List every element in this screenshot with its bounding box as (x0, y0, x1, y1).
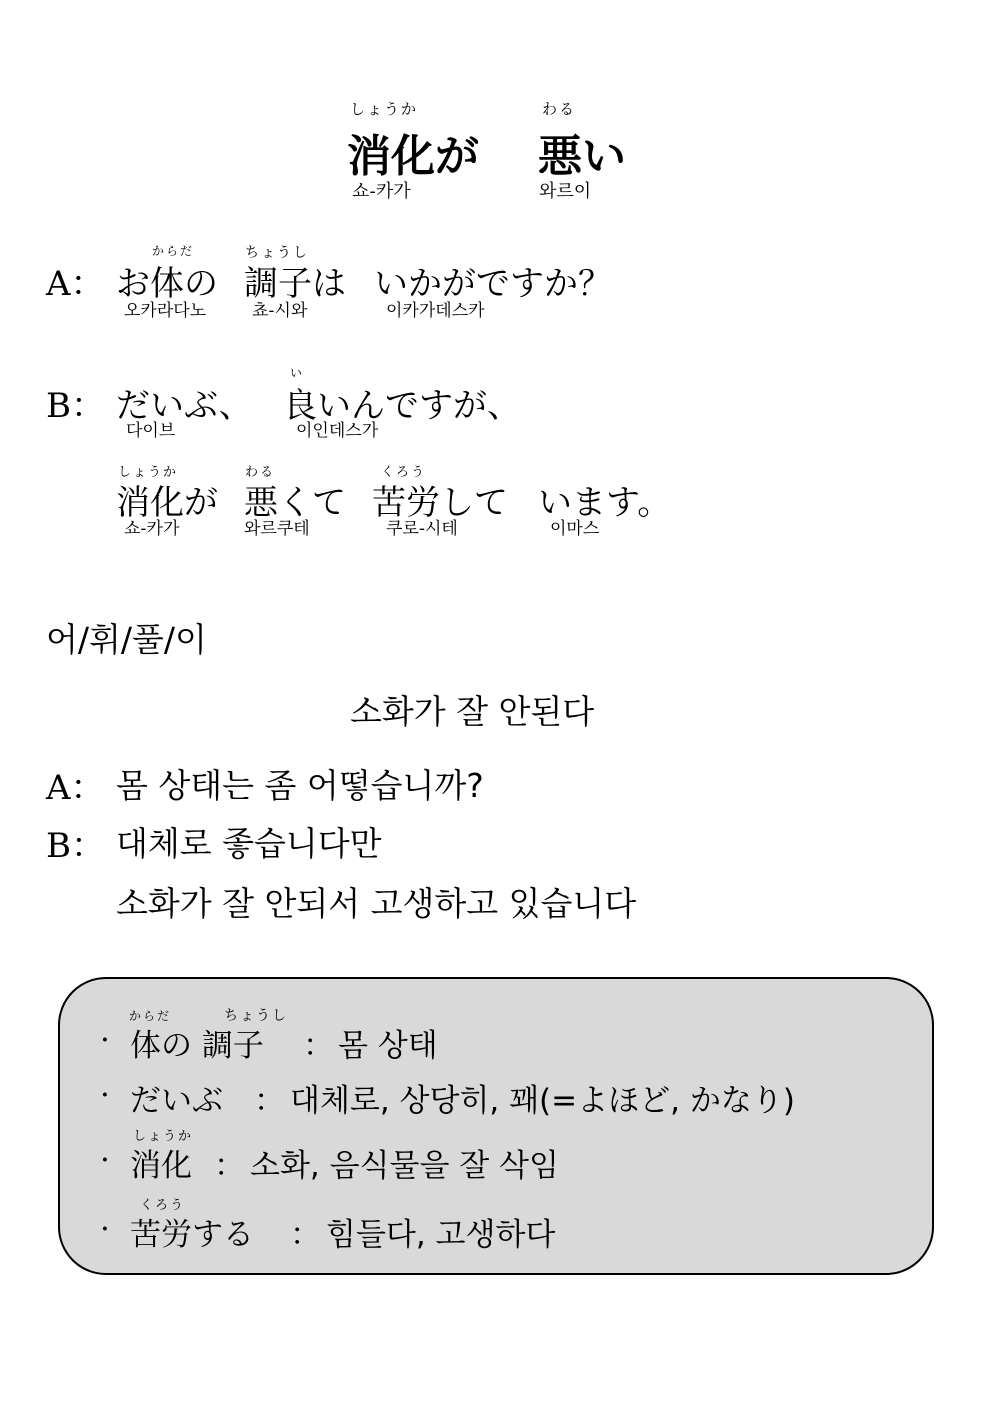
vocab-term: 苦労する (130, 1217, 254, 1253)
jp-phrase: 悪くて (244, 483, 346, 523)
bullet: · (100, 1211, 110, 1247)
furigana: ちょうし (245, 245, 309, 261)
translation-b-1: 대체로 좋습니다만 (116, 824, 382, 863)
furigana: くろう (381, 465, 427, 480)
vocab-meaning: 대체로, 상당히, 꽤(=よほど, かなり) (290, 1083, 795, 1119)
korean-reading: 이카가데스카 (386, 301, 485, 321)
vocab-meaning: 몸 상태 (338, 1028, 438, 1064)
bullet: · (100, 1077, 110, 1113)
furigana: からだ (152, 244, 195, 258)
jp-phrase: 調子は (244, 264, 346, 304)
title-furigana-2: わる (542, 100, 577, 118)
jp-phrase: お体の (116, 264, 218, 304)
vocab-meaning: 소화, 음식물을 잘 삭임 (250, 1148, 559, 1184)
vocab-separator: ： (290, 1217, 321, 1253)
jp-phrase: 良いんですが、 (283, 386, 521, 426)
jp-phrase: 苦労して (372, 483, 508, 523)
korean-reading: 와르쿠테 (244, 519, 310, 539)
furigana: からだ (129, 1009, 172, 1023)
title-reading-2: 와르이 (539, 181, 592, 202)
korean-reading: 이인데스가 (296, 421, 379, 441)
furigana: しょうか (118, 465, 179, 480)
jp-phrase: います。 (538, 483, 672, 523)
vocab-separator: ： (254, 1083, 285, 1119)
jp-phrase: 消化が (116, 483, 218, 523)
title-word-2: 悪い (538, 131, 626, 182)
title-reading-1: 쇼-카가 (352, 181, 411, 202)
translation-b-2: 소화가 잘 안되서 고생하고 있습니다 (116, 884, 637, 923)
bullet: · (100, 1142, 110, 1178)
korean-reading: 쵸-시와 (252, 301, 308, 321)
jp-phrase: だいぶ、 (116, 386, 253, 426)
jp-phrase: いかがですか？ (374, 264, 612, 304)
vocab-term: 消化 (130, 1148, 192, 1184)
vocab-term: だいぶ (130, 1083, 223, 1119)
korean-reading: 쇼-카가 (124, 519, 180, 539)
korean-reading: 오카라다노 (124, 301, 207, 321)
furigana: くろう (140, 1198, 186, 1213)
vocab-term: 体の 調子 (130, 1028, 264, 1064)
furigana: しょうか (133, 1129, 194, 1144)
translation-title: 소화가 잘 안된다 (350, 692, 595, 731)
title-furigana-1: しょうか (350, 100, 419, 118)
translation-a: 몸 상태는 좀 어떻습니까? (116, 766, 484, 805)
vocab-separator: ： (303, 1028, 334, 1064)
speaker-label: A： (46, 768, 105, 808)
furigana: わる (245, 465, 276, 480)
speaker-label: B： (46, 826, 105, 866)
vocab-separator: ： (214, 1148, 245, 1184)
korean-reading: 이마스 (550, 519, 600, 539)
vocab-heading: 어/휘/풀/이 (46, 620, 207, 659)
title-word-1: 消化が (347, 131, 479, 182)
bullet: · (100, 1022, 110, 1058)
speaker-label: B： (46, 386, 105, 426)
korean-reading: 다이브 (126, 421, 176, 441)
korean-reading: 쿠로-시테 (386, 519, 458, 539)
speaker-label: A： (46, 264, 105, 304)
furigana: ちょうし (224, 1008, 288, 1024)
vocab-meaning: 힘들다, 고생하다 (326, 1217, 556, 1253)
furigana: い (290, 366, 305, 380)
